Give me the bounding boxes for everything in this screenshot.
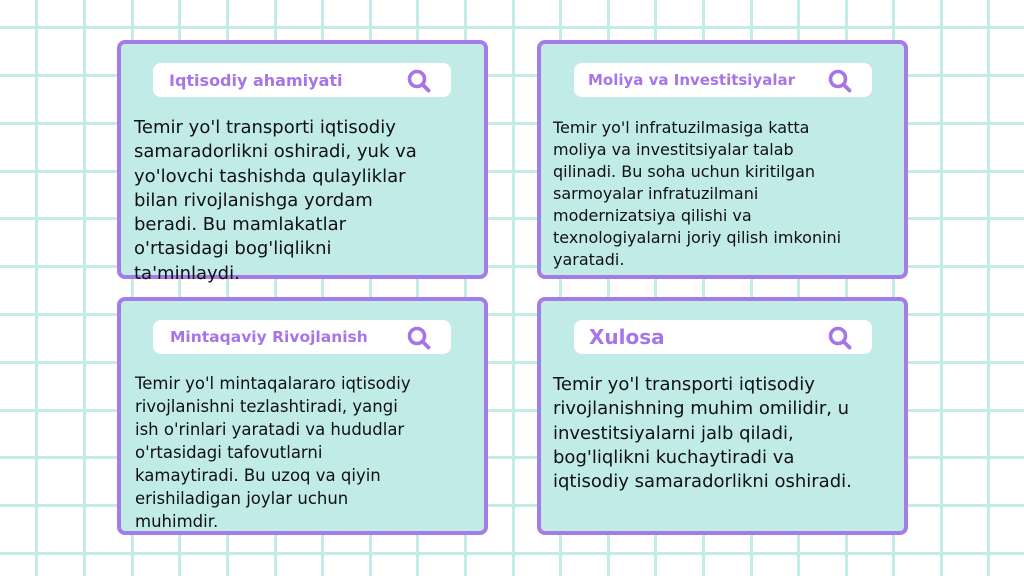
card-header-pill bbox=[153, 63, 451, 97]
card-header-pill bbox=[574, 63, 872, 97]
grid-line bbox=[35, 0, 38, 576]
grid-line bbox=[987, 0, 990, 576]
card-title: Iqtisodiy ahamiyati bbox=[169, 70, 343, 90]
card-mintaqaviy-rivojlanish bbox=[117, 297, 488, 535]
search-icon[interactable] bbox=[827, 325, 853, 351]
card-title: Mintaqaviy Rivojlanish bbox=[170, 328, 368, 346]
card-body-text: Temir yo'l mintaqalararo iqtisodiy rivojlanishni tezlashtiradi, yangi ish o'rinlari yaratadi va hududlar o'rtasidagi tafovutlarni kamaytiradi. Bu uzoq va qiyin erishiladigan joylar uchun muhimdir. bbox=[135, 374, 411, 531]
card-title: Xulosa bbox=[589, 325, 665, 349]
card-body-text: Temir yo'l transporti iqtisodiy samaradorlikni oshiradi, yuk va yo'lovchi tashishda qulayliklar bilan rivojlanishga yordam beradi. Bu mamlakatlar o'rtasidagi bog'liqlikni ta'minlaydi. bbox=[134, 117, 417, 284]
grid-line bbox=[83, 0, 86, 576]
grid-line bbox=[512, 0, 515, 576]
search-icon[interactable] bbox=[827, 68, 853, 94]
grid-line bbox=[0, 552, 1024, 555]
card-title: Moliya va Investitsiyalar bbox=[588, 71, 796, 89]
card-body-text: Temir yo'l infratuzilmasiga katta moliya va investitsiyalar talab qilinadi. Bu soha uchun kiritilgan sarmoyalar infratuzilmani modernizatsiya qilishi va texnologiyalarni joriy qilish imkonini yaratadi. bbox=[553, 118, 842, 269]
search-icon[interactable] bbox=[406, 68, 432, 94]
card-header-pill bbox=[153, 320, 451, 354]
grid-line bbox=[0, 26, 1024, 29]
card-body-text: Temir yo'l transporti iqtisodiy rivojlanishning muhim omilidir, u investitsiyalarni jalb qiladi, bog'liqlikni kuchaytiradi va iqtisodiy samaradorlikni oshiradi. bbox=[553, 374, 852, 493]
card-moliya-va-investitsiyalar bbox=[537, 40, 908, 279]
grid-line bbox=[940, 0, 943, 576]
card-header-pill bbox=[574, 320, 872, 354]
card-xulosa bbox=[537, 297, 908, 535]
card-iqtisodiy-ahamiyati bbox=[117, 40, 488, 284]
search-icon[interactable] bbox=[406, 325, 432, 351]
